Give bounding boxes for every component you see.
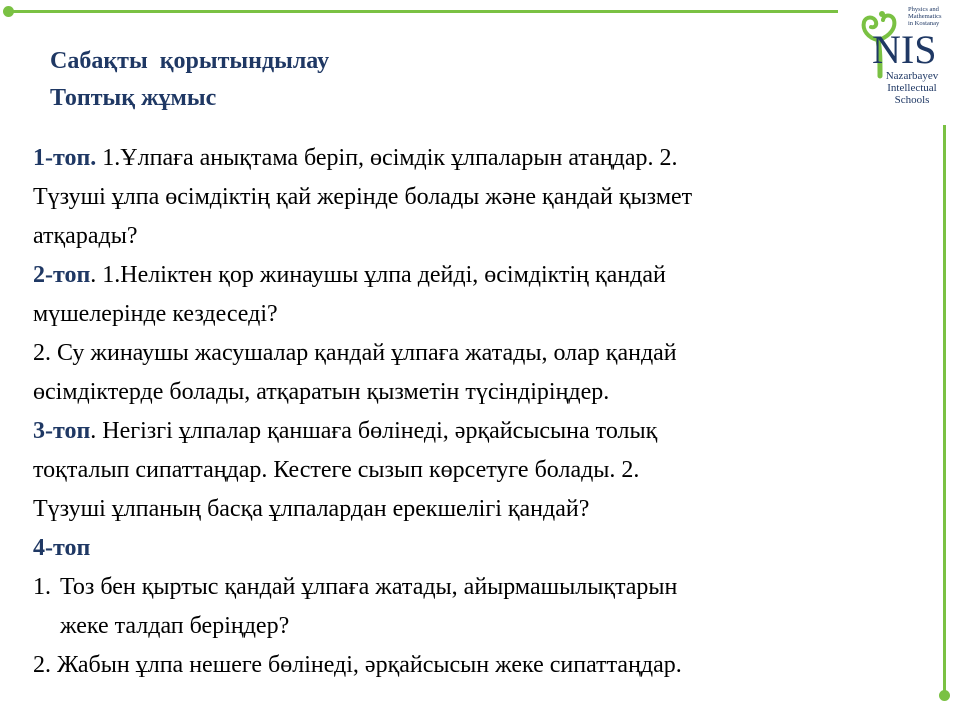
logo-school-name: Nazarbayev Intellectual Schools bbox=[885, 70, 939, 106]
logo-campus-text: Physics and Mathematics in Kostanay bbox=[908, 6, 942, 27]
group-2-line-4: өсімдіктерде болады, атқаратын қызметін түсіндіріңдер. bbox=[33, 379, 610, 405]
group-4-item-2 bbox=[33, 646, 928, 685]
group-2-line-1: 2-топ. 1.Неліктен қор жинаушы ұлпа дейді, өсімдіктің қандай bbox=[33, 262, 666, 288]
group-3-line-3: Түзуші ұлпаның басқа ұлпалардан ерекшелігі қандай? bbox=[33, 496, 590, 522]
group-1-label: 1-топ. bbox=[33, 145, 97, 171]
logo-nis-text: NIS bbox=[872, 27, 937, 72]
title-line-1: Сабақты қорытындылау bbox=[50, 48, 330, 74]
group-1-line-3: атқарады? bbox=[33, 223, 138, 249]
item-1-line-2: жеке талдап беріңдер? bbox=[60, 613, 290, 639]
group-4-item-1 bbox=[33, 568, 928, 646]
group-4-label-line bbox=[33, 529, 928, 568]
item-1-number: 1. bbox=[33, 574, 51, 600]
group-3-line-2: тоқталып сипаттаңдар. Кестеге сызып көрсетуге болады. 2. bbox=[33, 457, 640, 483]
right-accent-line bbox=[943, 125, 946, 697]
group-2-line-3: 2. Су жинаушы жасушалар қандай ұлпаға жатады, олар қандай bbox=[33, 340, 677, 366]
nis-logo bbox=[850, 4, 950, 114]
title-line-2: Топтық жұмыс bbox=[50, 85, 217, 111]
group-2-label: 2-топ bbox=[33, 262, 91, 288]
item-2-number: 2. bbox=[33, 652, 51, 678]
top-accent-line bbox=[8, 10, 838, 13]
group-2-line-2: мүшелерінде кездеседі? bbox=[33, 301, 278, 327]
group-3-line-1: 3-топ. Негізгі ұлпалар қаншаға бөлінеді, әрқайсысына толық bbox=[33, 418, 658, 444]
item-2-text: Жабын ұлпа нешеге бөлінеді, әрқайсысын жеке сипаттаңдар. bbox=[51, 652, 682, 678]
slide-title bbox=[50, 43, 329, 117]
group-3-label: 3-топ bbox=[33, 418, 91, 444]
task-list bbox=[33, 139, 928, 685]
right-accent-dot bbox=[939, 690, 950, 701]
top-accent-dot bbox=[3, 6, 14, 17]
group-1-line-1: 1-топ. 1.Ұлпаға анықтама беріп, өсімдік ұлпаларын атаңдар. 2. bbox=[33, 145, 678, 171]
group-1-line-2: Түзуші ұлпа өсімдіктің қай жерінде болады және қандай қызмет bbox=[33, 184, 693, 210]
group-4-label: 4-топ bbox=[33, 535, 91, 561]
item-1-line-1: Тоз бен қыртыс қандай ұлпаға жатады, айырмашылықтарын bbox=[60, 574, 678, 600]
